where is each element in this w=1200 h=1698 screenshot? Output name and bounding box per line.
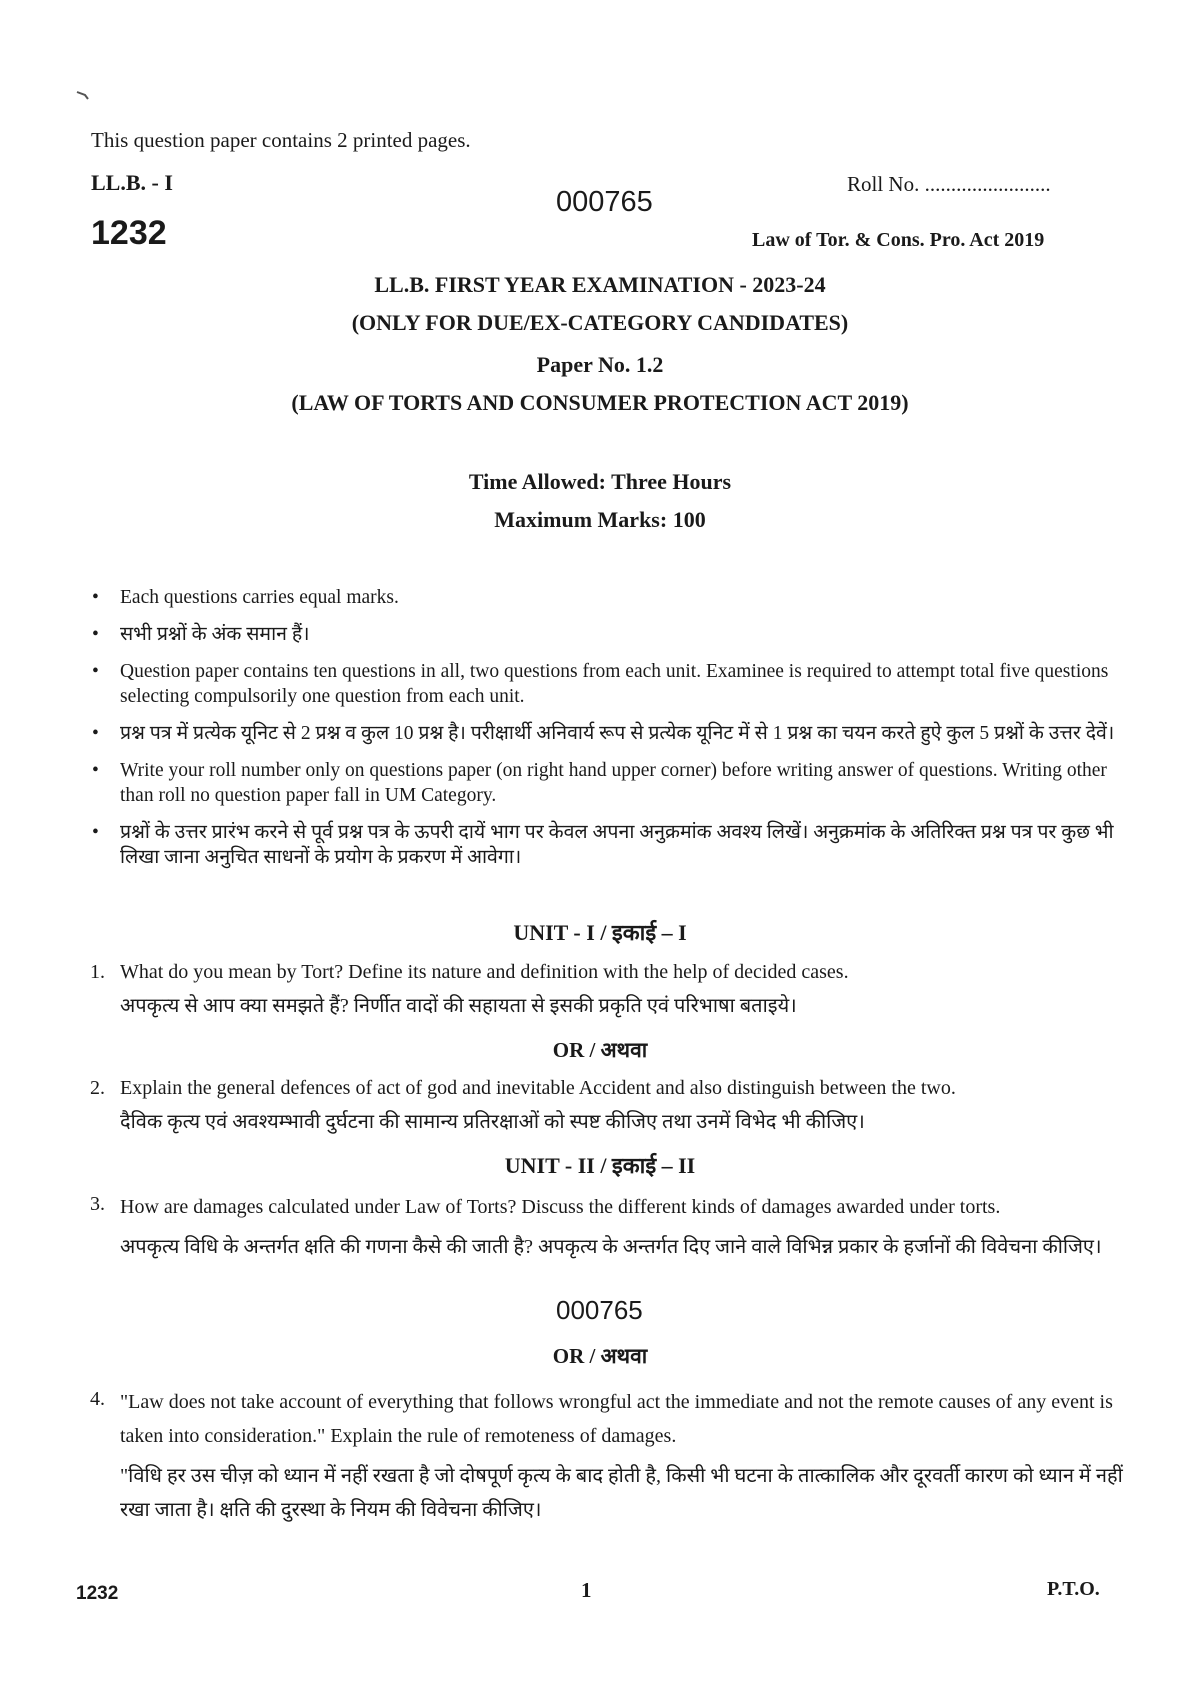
page-number: 1 xyxy=(581,1578,592,1602)
or-divider: OR / अथवा xyxy=(552,1038,648,1062)
course-label: LL.B. - I xyxy=(91,170,173,195)
or-divider: OR / अथवा xyxy=(552,1344,648,1368)
question-4 xyxy=(90,1385,1125,1527)
instruction-item: • सभी प्रश्नों के अंक समान हैं। xyxy=(92,624,310,645)
paper-number: Paper No. 1.2 xyxy=(536,352,664,377)
question-text-en: Explain the general defences of act of god and inevitable Accident and also distinguish between the two. xyxy=(120,1077,956,1099)
question-2 xyxy=(90,1074,1125,1136)
question-text-hi: अपकृत्य विधि के अन्तर्गत क्षति की गणना कैसे की जाती है? अपकृत्य के अन्तर्गत दिए जाने वाले विभिन्न प्रकार के हर्जानों की विवेचना कीजिए। xyxy=(120,1236,1102,1258)
instruction-item: • प्रश्न पत्र में प्रत्येक यूनिट से 2 प्रश्न व कुल 10 प्रश्न है। परीक्षार्थी अनिवार्य रूप से प्रत्येक यूनिट में से 1 प्रश्न का चयन करते हुऐ कुल 5 प्रश्नों के उत्तर देवें। xyxy=(92,723,1115,744)
unit-2-heading: UNIT - II / इकाई – II xyxy=(504,1153,696,1178)
scan-mark-icon xyxy=(76,90,90,100)
serial-number-mid: 000765 xyxy=(556,1295,643,1325)
instruction-item: • Each questions carries equal marks. xyxy=(92,587,399,608)
instruction-item: • प्रश्नों के उत्तर प्रारंभ करने से पूर्व प्रश्न पत्र के ऊपरी दायें भाग पर केवल अपना अनुक्रमांक अवश्य लिखें। अनुक्रमांक के अतिरिक्त प्रश्न पत्र पर कुछ भी लिखा जाना अनुचित साधनों के प्रयोग के प्रकरण में आवेगा। xyxy=(92,822,1114,868)
please-turn-over: P.T.O. xyxy=(1047,1578,1100,1600)
printed-pages-note: This question paper contains 2 printed pages. xyxy=(91,128,471,152)
roll-number-field: Roll No. ........................ xyxy=(847,172,1051,196)
question-number: 4. xyxy=(90,1388,105,1410)
question-1 xyxy=(90,958,1125,1020)
bullet-icon: • xyxy=(92,661,99,682)
question-text-hi: दैविक कृत्य एवं अवश्यम्भावी दुर्घटना की सामान्य प्रतिरक्षाओं को स्पष्ट कीजिए तथा उनमें विभेद भी कीजिए। xyxy=(120,1111,865,1133)
question-number: 3. xyxy=(90,1193,105,1215)
question-text-en: How are damages calculated under Law of Torts? Discuss the different kinds of damages awarded under torts. xyxy=(120,1196,1001,1218)
bullet-icon: • xyxy=(92,587,99,608)
instructions-list xyxy=(90,585,1120,882)
instruction-item: • Question paper contains ten questions in all, two questions from each unit. Examinee is required to attempt total five questions selecting compulsorily one question from each unit. xyxy=(92,661,1109,707)
question-text-hi: "विधि हर उस चीज़ को ध्यान में नहीं रखता है जो दोषपूर्ण कृत्य के बाद होती है, किसी भी घटना के तात्कालिक और दूरवर्ती कारण को ध्यान में नहीं रखा जाता है। क्षति की दुरस्था के नियम की विवेचना कीजिए। xyxy=(120,1465,1123,1521)
question-number: 2. xyxy=(90,1077,105,1099)
exam-title: LL.B. FIRST YEAR EXAMINATION - 2023-24 xyxy=(374,272,826,297)
question-text-en: What do you mean by Tort? Define its nature and definition with the help of decided cases. xyxy=(120,961,849,983)
paper-code: 1232 xyxy=(91,214,167,252)
bullet-icon: • xyxy=(92,822,99,843)
bullet-icon: • xyxy=(92,723,99,744)
maximum-marks: Maximum Marks: 100 xyxy=(494,507,706,532)
subject-title: (LAW OF TORTS AND CONSUMER PROTECTION ACT 2019) xyxy=(291,390,909,415)
time-allowed: Time Allowed: Three Hours xyxy=(468,469,732,494)
question-3 xyxy=(90,1190,1125,1264)
serial-number-top: 000765 xyxy=(556,186,653,218)
unit-1-heading: UNIT - I / इकाई – I xyxy=(513,920,687,945)
bullet-icon: • xyxy=(92,624,99,645)
question-number: 1. xyxy=(90,961,105,983)
subject-short-title: Law of Tor. & Cons. Pro. Act 2019 xyxy=(752,229,1045,251)
instruction-item: • Write your roll number only on questions paper (on right hand upper corner) before writing answer of questions. Writing other than roll no question paper fall in UM Category. xyxy=(92,760,1107,806)
candidate-category: (ONLY FOR DUE/EX-CATEGORY CANDIDATES) xyxy=(351,310,849,335)
question-text-en: "Law does not take account of everything that follows wrongful act the immediate and not the remote causes of any event is taken into consideration." Explain the rule of remoteness of damages. xyxy=(120,1391,1113,1447)
bullet-icon: • xyxy=(92,760,99,781)
question-text-hi: अपकृत्य से आप क्या समझते हैं? निर्णीत वादों की सहायता से इसकी प्रकृति एवं परिभाषा बताइये। xyxy=(120,995,797,1017)
footer-paper-code: 1232 xyxy=(76,1583,119,1604)
